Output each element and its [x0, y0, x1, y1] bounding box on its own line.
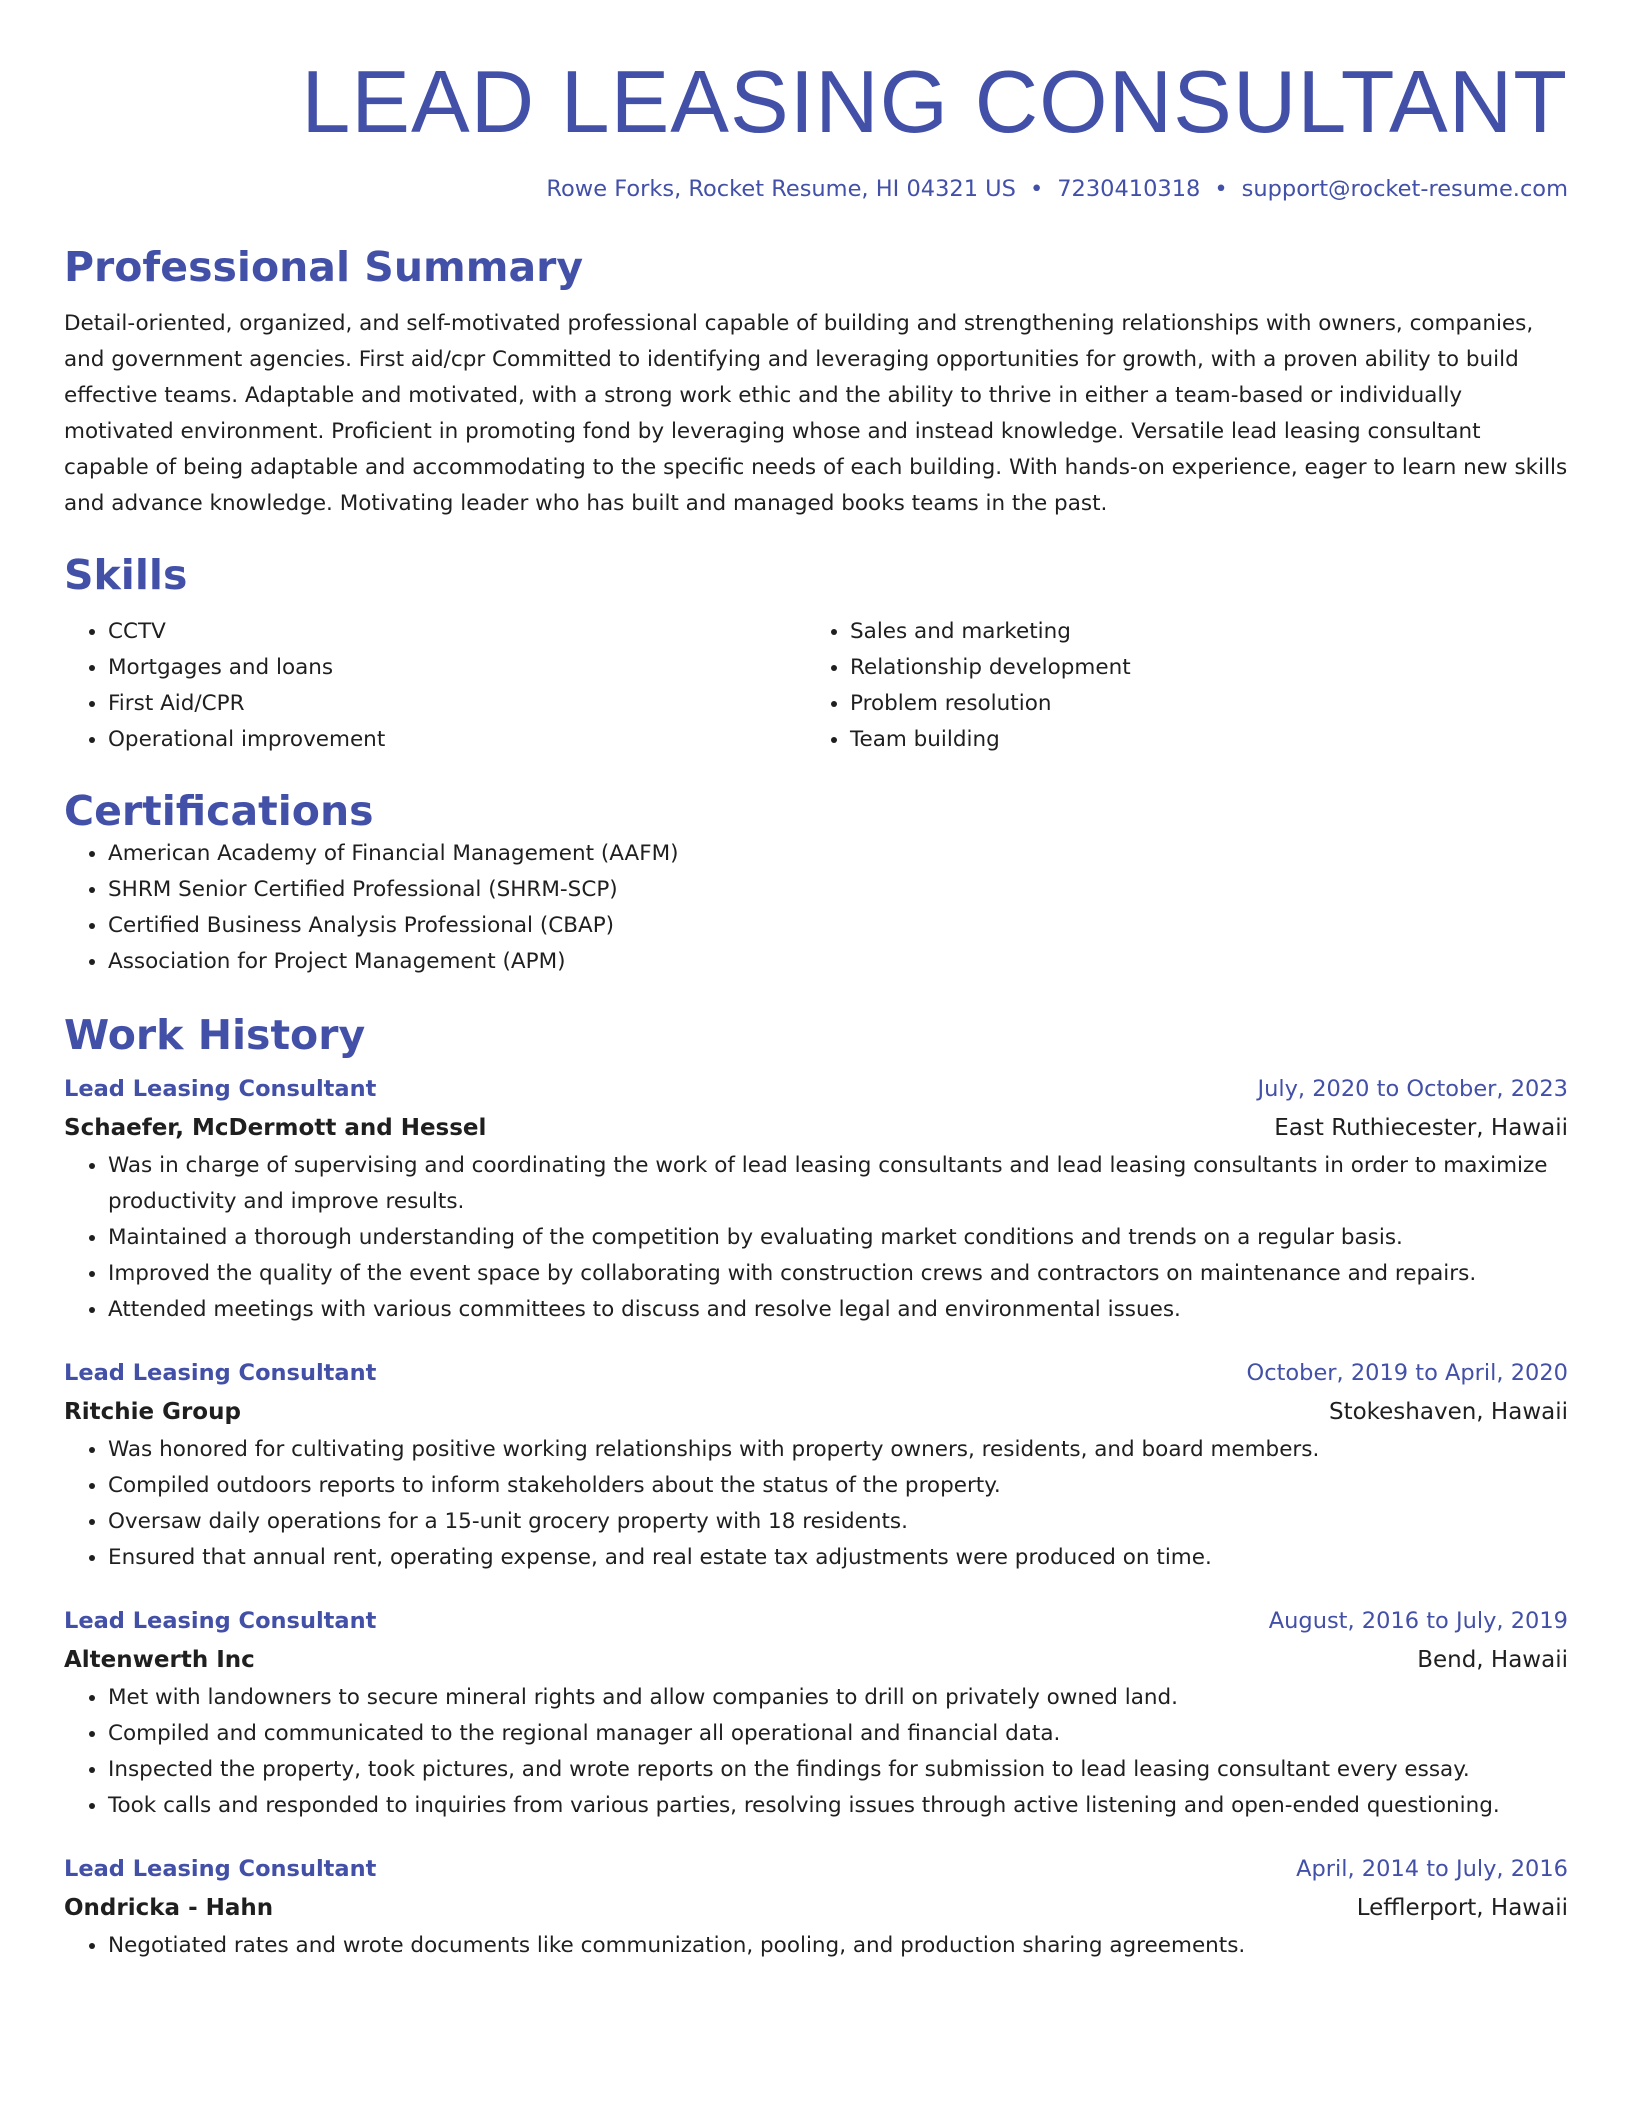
job-bullet: • Met with landowners to secure mineral rights and allow companies to drill on privately owned land.: [108, 1680, 1568, 1716]
job-bullet: • Inspected the property, took pictures, and wrote reports on the findings for submission to lead leasing consultant every essay.: [108, 1752, 1568, 1788]
job-bullet: • Was in charge of supervising and coordinating the work of lead leasing consultants and lead leasing consultants in order to maximize productivity and improve results.: [108, 1148, 1568, 1220]
summary-text: Detail-oriented, organized, and self-motivated professional capable of building and strengthening relationships with owners, companies, and government agencies. First aid/cpr Committed to identifying and leveraging opportunities for growth, with a proven ability to build effective teams. Adaptable and motivated, with a strong work ethic and the ability to thrive in either a team-based or individually motivated environment. Proficient in promoting fond by leveraging whose and instead knowledge. Versatile lead leasing consultant capable of being adaptable and accommodating to the specific needs of each building. With hands-on experience, eager to learn new skills and advance knowledge. Motivating leader who has built and managed books teams in the past.: [64, 311, 1568, 516]
certification-item: • SHRM Senior Certified Professional (SHRM-SCP): [108, 872, 1568, 908]
job-bullet: • Was honored for cultivating positive working relationships with property owners, residents, and board members.: [108, 1432, 1568, 1468]
job-company-row: [64, 1392, 1568, 1432]
job-title: Lead Leasing Consultant: [64, 1608, 377, 1634]
job-bullet: • Negotiated rates and wrote documents like communization, pooling, and production sharing agreements.: [108, 1928, 1568, 1964]
certifications-list: [64, 836, 1568, 980]
certification-item: • American Academy of Financial Management (AAFM): [108, 836, 1568, 872]
section-title-certifications: Certifications: [64, 787, 374, 835]
job-bullet: • Attended meetings with various committees to discuss and resolve legal and environmental issues.: [108, 1292, 1568, 1328]
section-title-summary: Professional Summary: [64, 243, 584, 291]
skills-column-left: [64, 614, 806, 758]
job-bullets: [64, 1432, 1568, 1576]
job-bullets: [64, 1680, 1568, 1824]
skills-list-right: [806, 614, 1548, 758]
skills-list-left: [64, 614, 806, 758]
job-bullet: • Ensured that annual rent, operating expense, and real estate tax adjustments were produced on time.: [108, 1540, 1568, 1576]
job-company: Altenwerth Inc: [64, 1647, 255, 1673]
skill-item: • Team building: [850, 722, 1548, 758]
job-location: East Ruthiecester, Hawaii: [1274, 1115, 1568, 1141]
contact-phone: 7230410318: [1057, 176, 1201, 202]
job-bullet: • Compiled and communicated to the regional manager all operational and financial data.: [108, 1716, 1568, 1752]
resume-title: LEAD LEASING CONSULTANT: [301, 52, 1568, 151]
job-location: Bend, Hawaii: [1417, 1647, 1568, 1673]
job-company: Schaefer, McDermott and Hessel: [64, 1115, 487, 1141]
job-dates: July, 2020 to October, 2023: [1257, 1076, 1568, 1102]
skill-item: • CCTV: [108, 614, 806, 650]
job-entry: [64, 1850, 1568, 1964]
job-company: Ritchie Group: [64, 1399, 241, 1425]
job-location: Stokeshaven, Hawaii: [1328, 1399, 1568, 1425]
job-location: Lefflerport, Hawaii: [1356, 1895, 1568, 1921]
job-bullet: • Compiled outdoors reports to inform stakeholders about the status of the property.: [108, 1468, 1568, 1504]
job-header-row: [64, 1070, 1568, 1108]
job-company: Ondricka - Hahn: [64, 1895, 274, 1921]
job-company-row: [64, 1108, 1568, 1148]
job-entry: [64, 1070, 1568, 1328]
job-header-row: [64, 1354, 1568, 1392]
skills-grid: [64, 614, 1568, 758]
skills-column-right: [806, 614, 1548, 758]
job-bullets: [64, 1148, 1568, 1328]
skill-item: • Problem resolution: [850, 686, 1548, 722]
job-bullet: • Took calls and responded to inquiries from various parties, resolving issues through active listening and open-ended questioning.: [108, 1788, 1568, 1824]
job-entry: [64, 1354, 1568, 1576]
job-title: Lead Leasing Consultant: [64, 1360, 377, 1386]
job-bullets: [64, 1928, 1568, 1964]
skill-item: • Sales and marketing: [850, 614, 1548, 650]
skill-item: • Operational improvement: [108, 722, 806, 758]
job-company-row: [64, 1640, 1568, 1680]
contact-email: support@rocket-resume.com: [1241, 176, 1568, 202]
section-title-skills: Skills: [64, 551, 188, 599]
skill-item: • Mortgages and loans: [108, 650, 806, 686]
skill-item: • First Aid/CPR: [108, 686, 806, 722]
job-bullet: • Improved the quality of the event space by collaborating with construction crews and contractors on maintenance and repairs.: [108, 1256, 1568, 1292]
job-bullet: • Maintained a thorough understanding of the competition by evaluating market conditions and trends on a regular basis.: [108, 1220, 1568, 1256]
section-title-work-history: Work History: [64, 1011, 366, 1059]
job-dates: October, 2019 to April, 2020: [1246, 1360, 1568, 1386]
certification-item: • Association for Project Management (APM): [108, 944, 1568, 980]
job-header-row: [64, 1850, 1568, 1888]
contact-separator: •: [1029, 176, 1044, 202]
job-header-row: [64, 1602, 1568, 1640]
job-dates: August, 2016 to July, 2019: [1268, 1608, 1568, 1634]
contact-address: Rowe Forks, Rocket Resume, HI 04321 US: [546, 176, 1016, 202]
resume-page: [64, 0, 1568, 1964]
certification-item: • Certified Business Analysis Professional (CBAP): [108, 908, 1568, 944]
contact-separator: •: [1214, 176, 1228, 202]
job-company-row: [64, 1888, 1568, 1928]
job-entry: [64, 1602, 1568, 1824]
job-title: Lead Leasing Consultant: [64, 1076, 377, 1102]
job-title: Lead Leasing Consultant: [64, 1856, 377, 1882]
skill-item: • Relationship development: [850, 650, 1548, 686]
job-bullet: • Oversaw daily operations for a 15-unit grocery property with 18 residents.: [108, 1504, 1568, 1540]
job-dates: April, 2014 to July, 2016: [1296, 1856, 1568, 1882]
contact-line: [64, 174, 1568, 204]
